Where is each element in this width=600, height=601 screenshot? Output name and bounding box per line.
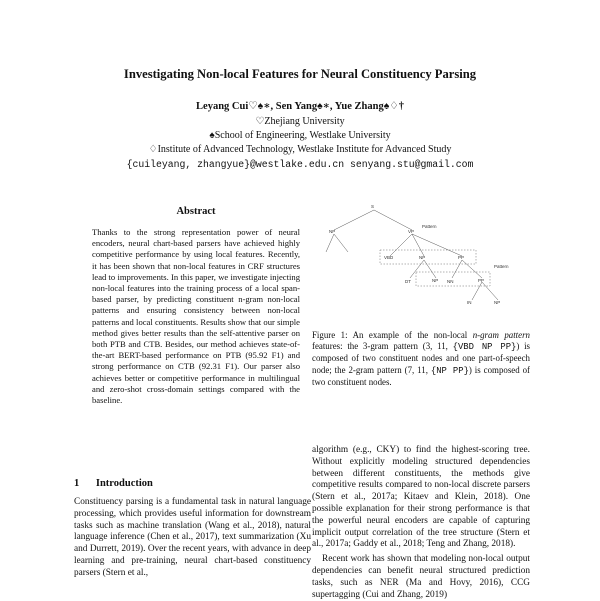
paper-title: Investigating Non-local Features for Neural Constituency Parsing — [123, 67, 477, 81]
tree-node-label: VP — [408, 229, 415, 234]
tree-node-label: PP — [478, 278, 485, 283]
affiliation-3: ♢Institute of Advanced Technology, Westlake Institute for Advanced Study — [148, 144, 452, 155]
parse-tree-figure — [312, 200, 530, 320]
tree-node-label: NN — [447, 279, 454, 284]
tree-node-label: IN — [467, 300, 472, 305]
tree-node-label: Pattern — [494, 264, 509, 269]
caption-emphasis: n-gram pattern — [472, 330, 530, 340]
affiliation-1: ♡Zhejiang University — [255, 116, 345, 127]
section-heading — [74, 478, 153, 489]
paragraph: algorithm (e.g., CKY) to find the highest-scoring tree. Without explicitly modeling structured dependencies between different constituents, the methods give competitive results compared to non-local discrete parsers (Stern et al., 2017a; Kitaev and Klein, 2018). One possible explanation for their strong performance is that the powerful neural encoders are capable of capturing implicit output correlation of the tree structure (Stern et al., 2017a; Gaddy et al., 2018; Teng and Zhang, 2018). — [312, 445, 530, 550]
author-list: Leyang Cui♡♠∗, Sen Yang♠∗, Yue Zhang♠♢† — [196, 101, 404, 112]
tree-node-label: NP — [432, 278, 439, 283]
caption-part: ) is composed of two constituent nodes and one part-of-speech node; the 2-gram pattern (7, 11, — [312, 341, 530, 375]
author-emails: {cuileyang, zhangyue}@westlake.edu.cn senyang.stu@gmail.com — [126, 159, 474, 170]
section-title: Introduction — [95, 478, 153, 489]
tree-node-label: VBD — [384, 255, 394, 260]
section-number: 1 — [74, 478, 80, 489]
right-column-text — [312, 445, 530, 601]
tree-node-label: S — [371, 204, 375, 209]
caption-code: {VBD NP PP} — [452, 342, 517, 353]
paragraph: Recent work has shown that modeling non-local output dependencies can benefit neural structured prediction tasks, such as NER (Ma and Hovy, 2016), CCG supertagging (Cui and Zhang, 2019) — [312, 554, 530, 600]
caption-code: {NP PP} — [430, 365, 469, 376]
caption-end: ) is composed of two constituent nodes. — [312, 364, 530, 387]
abstract-heading: Abstract — [176, 206, 216, 217]
caption-part: features: the 3-gram pattern (3, 11, — [312, 341, 453, 352]
abstract-text: Thanks to the strong representation power of neural encoders, neural chart-based parsers have achieved highly competitive performance by using local features. Recently, it has been shown that non-local features in CRF structures lead to improvements. In this paper, we investigate injecting non-local features into the training process of a local span-based parser, by predicting constituent n-gram non-local patterns and ensuring consistency between non-local patterns and local constituents. Results show that our simple method gives better results than the self-attentive parser on both PTB and CTB. Besides, our method achieves state-of-the-art BERT-based performance on PTB (95.92 F1) and strong performance on CTB (92.31 F1). Our parser also achieves better or competitive performance in multilingual and zero-shot cross-domain settings compared with the baseline. — [92, 227, 300, 406]
tree-node-label: NP — [329, 229, 336, 234]
figure-caption — [312, 330, 530, 388]
tree-edges — [326, 210, 498, 300]
tree-node-label: Pattern — [422, 224, 437, 229]
tree-node-label: DT — [405, 279, 411, 284]
intro-paragraph: Constituency parsing is a fundamental task in natural language processing, which provides useful information for downstream tasks such as machine translation (Wang et al., 2018), natural language inference (Chen et al., 2017), text summarization (Xu and Durrett, 2019). Over the recent years, with advance in deep learning and pre-training, neural chart-based constituency parsers (Stern et al., — [74, 497, 311, 578]
tree-node-label: NP — [419, 255, 426, 260]
tree-node-label: PP — [458, 255, 465, 260]
tree-node-label: NP — [494, 300, 501, 305]
affiliation-2: ♠School of Engineering, Westlake University — [209, 130, 391, 141]
caption-prefix: Figure 1: An example of the non-local — [312, 330, 473, 340]
